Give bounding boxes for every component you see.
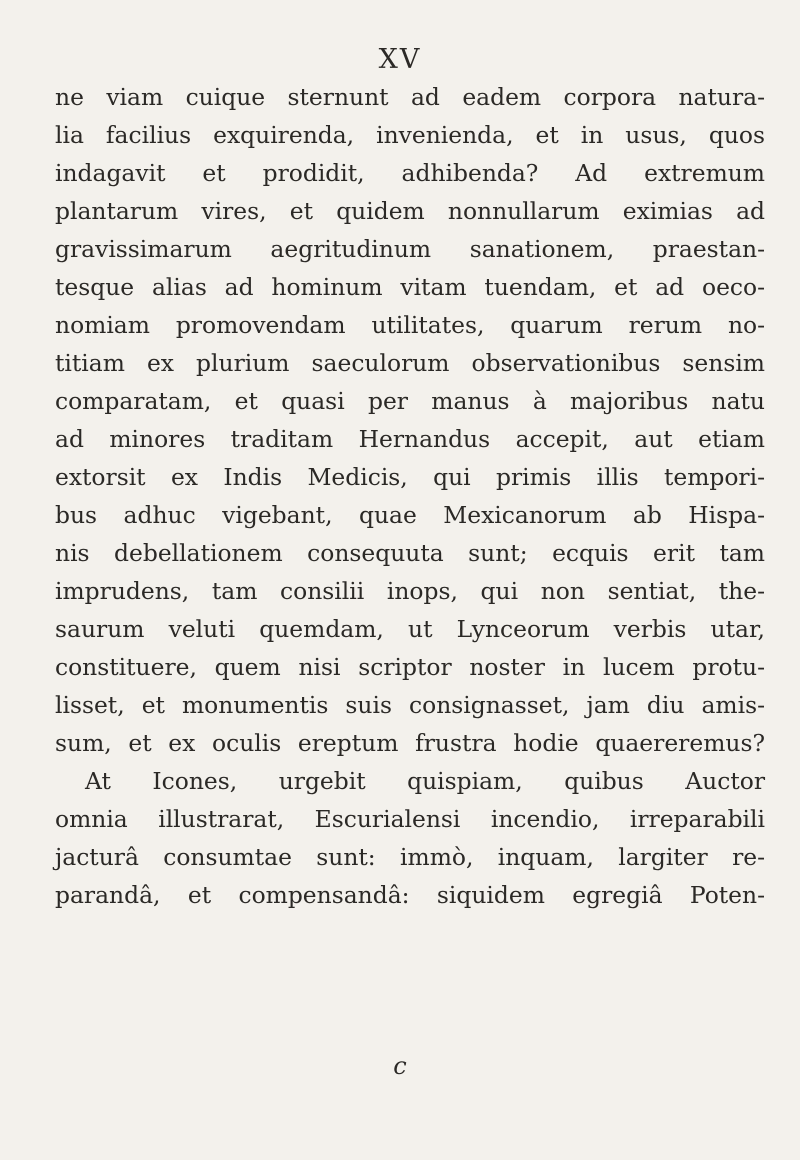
text-line: ad minores traditam Hernandus accepit, aut etiam [55, 425, 765, 453]
text-line: lisset, et monumentis suis consignasset, jam diu amis- [55, 691, 765, 719]
signature-mark: c [393, 1052, 407, 1080]
text-line: imprudens, tam consilii inops, qui non sentiat, the- [55, 577, 765, 605]
text-line: jacturâ consumtae sunt: immò, inquam, largiter re- [55, 843, 765, 871]
text-line: comparatam, et quasi per manus à majoribus natu [55, 387, 765, 415]
text-line: saurum veluti quemdam, ut Lynceorum verbis utar, [55, 615, 765, 643]
text-line: lia facilius exquirenda, invenienda, et in usus, quos [55, 121, 765, 149]
page-number: XV [378, 44, 422, 75]
text-line: tesque alias ad hominum vitam tuendam, et ad oeco- [55, 273, 765, 301]
text-line: titiam ex plurium saeculorum observationibus sensim [55, 349, 765, 377]
text-line: indagavit et prodidit, adhibenda? Ad extremum [55, 159, 765, 187]
paragraph-start-line: At Icones, urgebit quispiam, quibus Auctor [85, 767, 765, 795]
text-line: nomiam promovendam utilitates, quarum rerum no- [55, 311, 765, 339]
text-line: omnia illustrarat, Escurialensi incendio, irreparabili [55, 805, 765, 833]
text-line: ne viam cuique sternunt ad eadem corpora natura- [55, 83, 765, 111]
body-text [55, 78, 765, 914]
text-line: bus adhuc vigebant, quae Mexicanorum ab Hispa- [55, 501, 765, 529]
text-line: plantarum vires, et quidem nonnullarum eximias ad [55, 197, 765, 225]
text-line: gravissimarum aegritudinum sanationem, praestan- [55, 235, 765, 263]
text-line: sum, et ex oculis ereptum frustra hodie quaereremus? [55, 729, 765, 757]
text-line: constituere, quem nisi scriptor noster in lucem protu- [55, 653, 765, 681]
text-line: extorsit ex Indis Medicis, qui primis illis tempori- [55, 463, 765, 491]
text-line: nis debellationem consequuta sunt; ecquis erit tam [55, 539, 765, 567]
text-line: parandâ, et compensandâ: siquidem egregiâ Poten- [55, 881, 765, 909]
